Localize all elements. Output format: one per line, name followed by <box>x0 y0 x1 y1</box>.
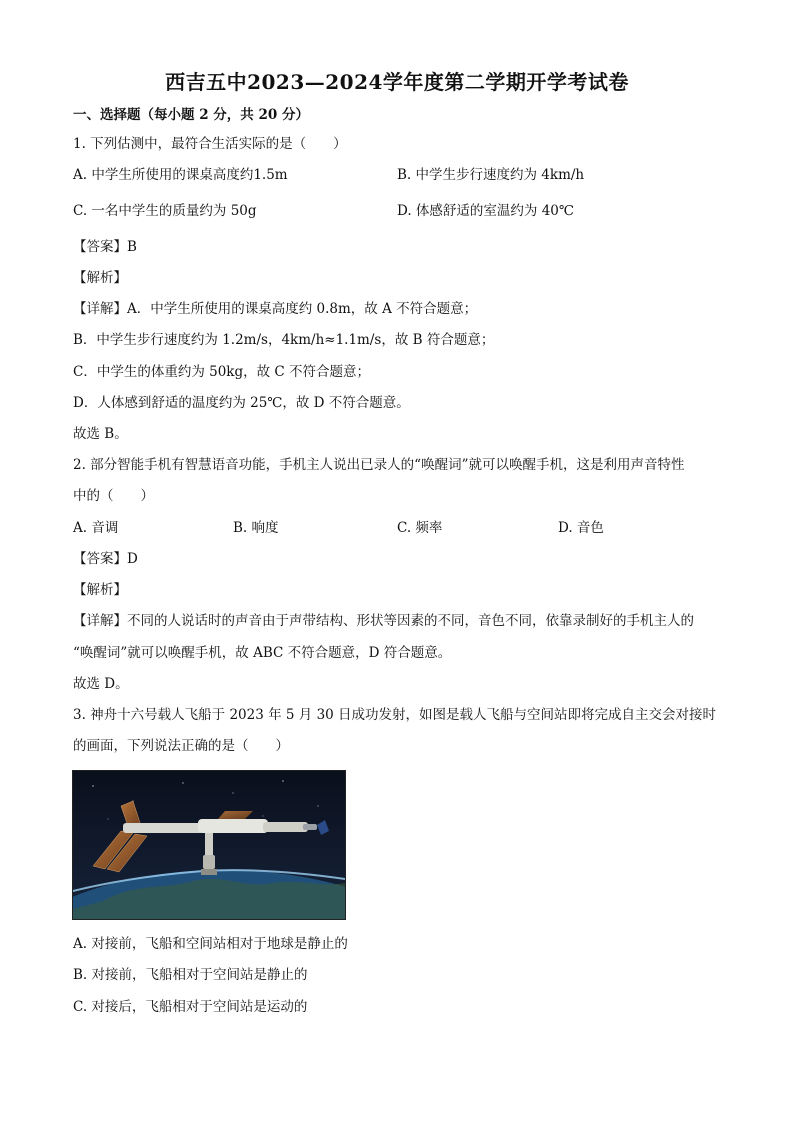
page-title: 西吉五中2023—2024学年度第二学期开学考试卷 <box>165 70 629 94</box>
q2-detail-line: “唤醒词”就可以唤醒手机，故 ABC 不符合题意，D 符合题意。 <box>73 645 452 661</box>
q2-detail-line: 【详解】不同的人说话时的声音由于声带结构、形状等因素的不同，音色不同，依靠录制好的手机主人的 <box>73 613 694 629</box>
q2-option-a: A. 音调 <box>73 520 119 536</box>
q2-answer: 【答案】D <box>73 551 138 567</box>
q2-conclusion: 故选 D。 <box>73 676 129 692</box>
q1-detail-line: D．人体感到舒适的温度约为 25℃，故 D 不符合题意。 <box>73 395 410 411</box>
question-3-stem: 3. 神舟十六号载人飞船于 2023 年 5 月 30 日成功发射，如图是载人飞船与空间站即将完成自主交会对接时 <box>73 707 717 723</box>
q1-detail-line: C．中学生的体重约为 50kg，故 C 不符合题意； <box>73 364 371 380</box>
q1-conclusion: 故选 B。 <box>73 426 128 442</box>
q3-option-a: A. 对接前，飞船和空间站相对于地球是静止的 <box>73 936 348 952</box>
q2-option-d: D. 音色 <box>558 520 604 536</box>
q1-detail-line: 【详解】A．中学生所使用的课桌高度约 0.8m，故 A 不符合题意； <box>73 301 478 317</box>
q1-option-c: C. 一名中学生的质量约为 50g <box>73 203 257 219</box>
question-1-stem: 1. 下列估测中，最符合生活实际的是（ ） <box>73 136 347 152</box>
question-3-stem-cont: 的画面，下列说法正确的是（ ） <box>73 738 289 754</box>
space-station-docking-photo <box>72 770 346 920</box>
question-2-stem: 2. 部分智能手机有智慧语音功能，手机主人说出已录人的“唤醒词”就可以唤醒手机，这是利用声音特性 <box>73 457 685 473</box>
q3-option-c: C. 对接后，飞船相对于空间站是运动的 <box>73 999 308 1015</box>
q1-option-b: B. 中学生步行速度约为 4km/h <box>397 167 585 183</box>
q1-option-a: A. 中学生所使用的课桌高度约1.5m <box>73 167 288 183</box>
q1-option-d: D. 体感舒适的室温约为 40℃ <box>397 203 574 219</box>
q2-option-c: C. 频率 <box>397 520 443 536</box>
question-2-stem-cont: 中的（ ） <box>73 488 154 504</box>
q1-answer: 【答案】B <box>73 239 137 255</box>
q3-option-b: B. 对接前，飞船相对于空间站是静止的 <box>73 967 308 983</box>
q2-analysis-label: 【解析】 <box>73 582 127 598</box>
q2-option-b: B. 响度 <box>233 520 279 536</box>
q1-analysis-label: 【解析】 <box>73 270 127 286</box>
section-heading: 一、选择题（每小题 2 分，共 20 分） <box>73 107 309 123</box>
q1-detail-line: B．中学生步行速度约为 1.2m/s，4km/h≈1.1m/s，故 B 符合题意； <box>73 332 495 348</box>
